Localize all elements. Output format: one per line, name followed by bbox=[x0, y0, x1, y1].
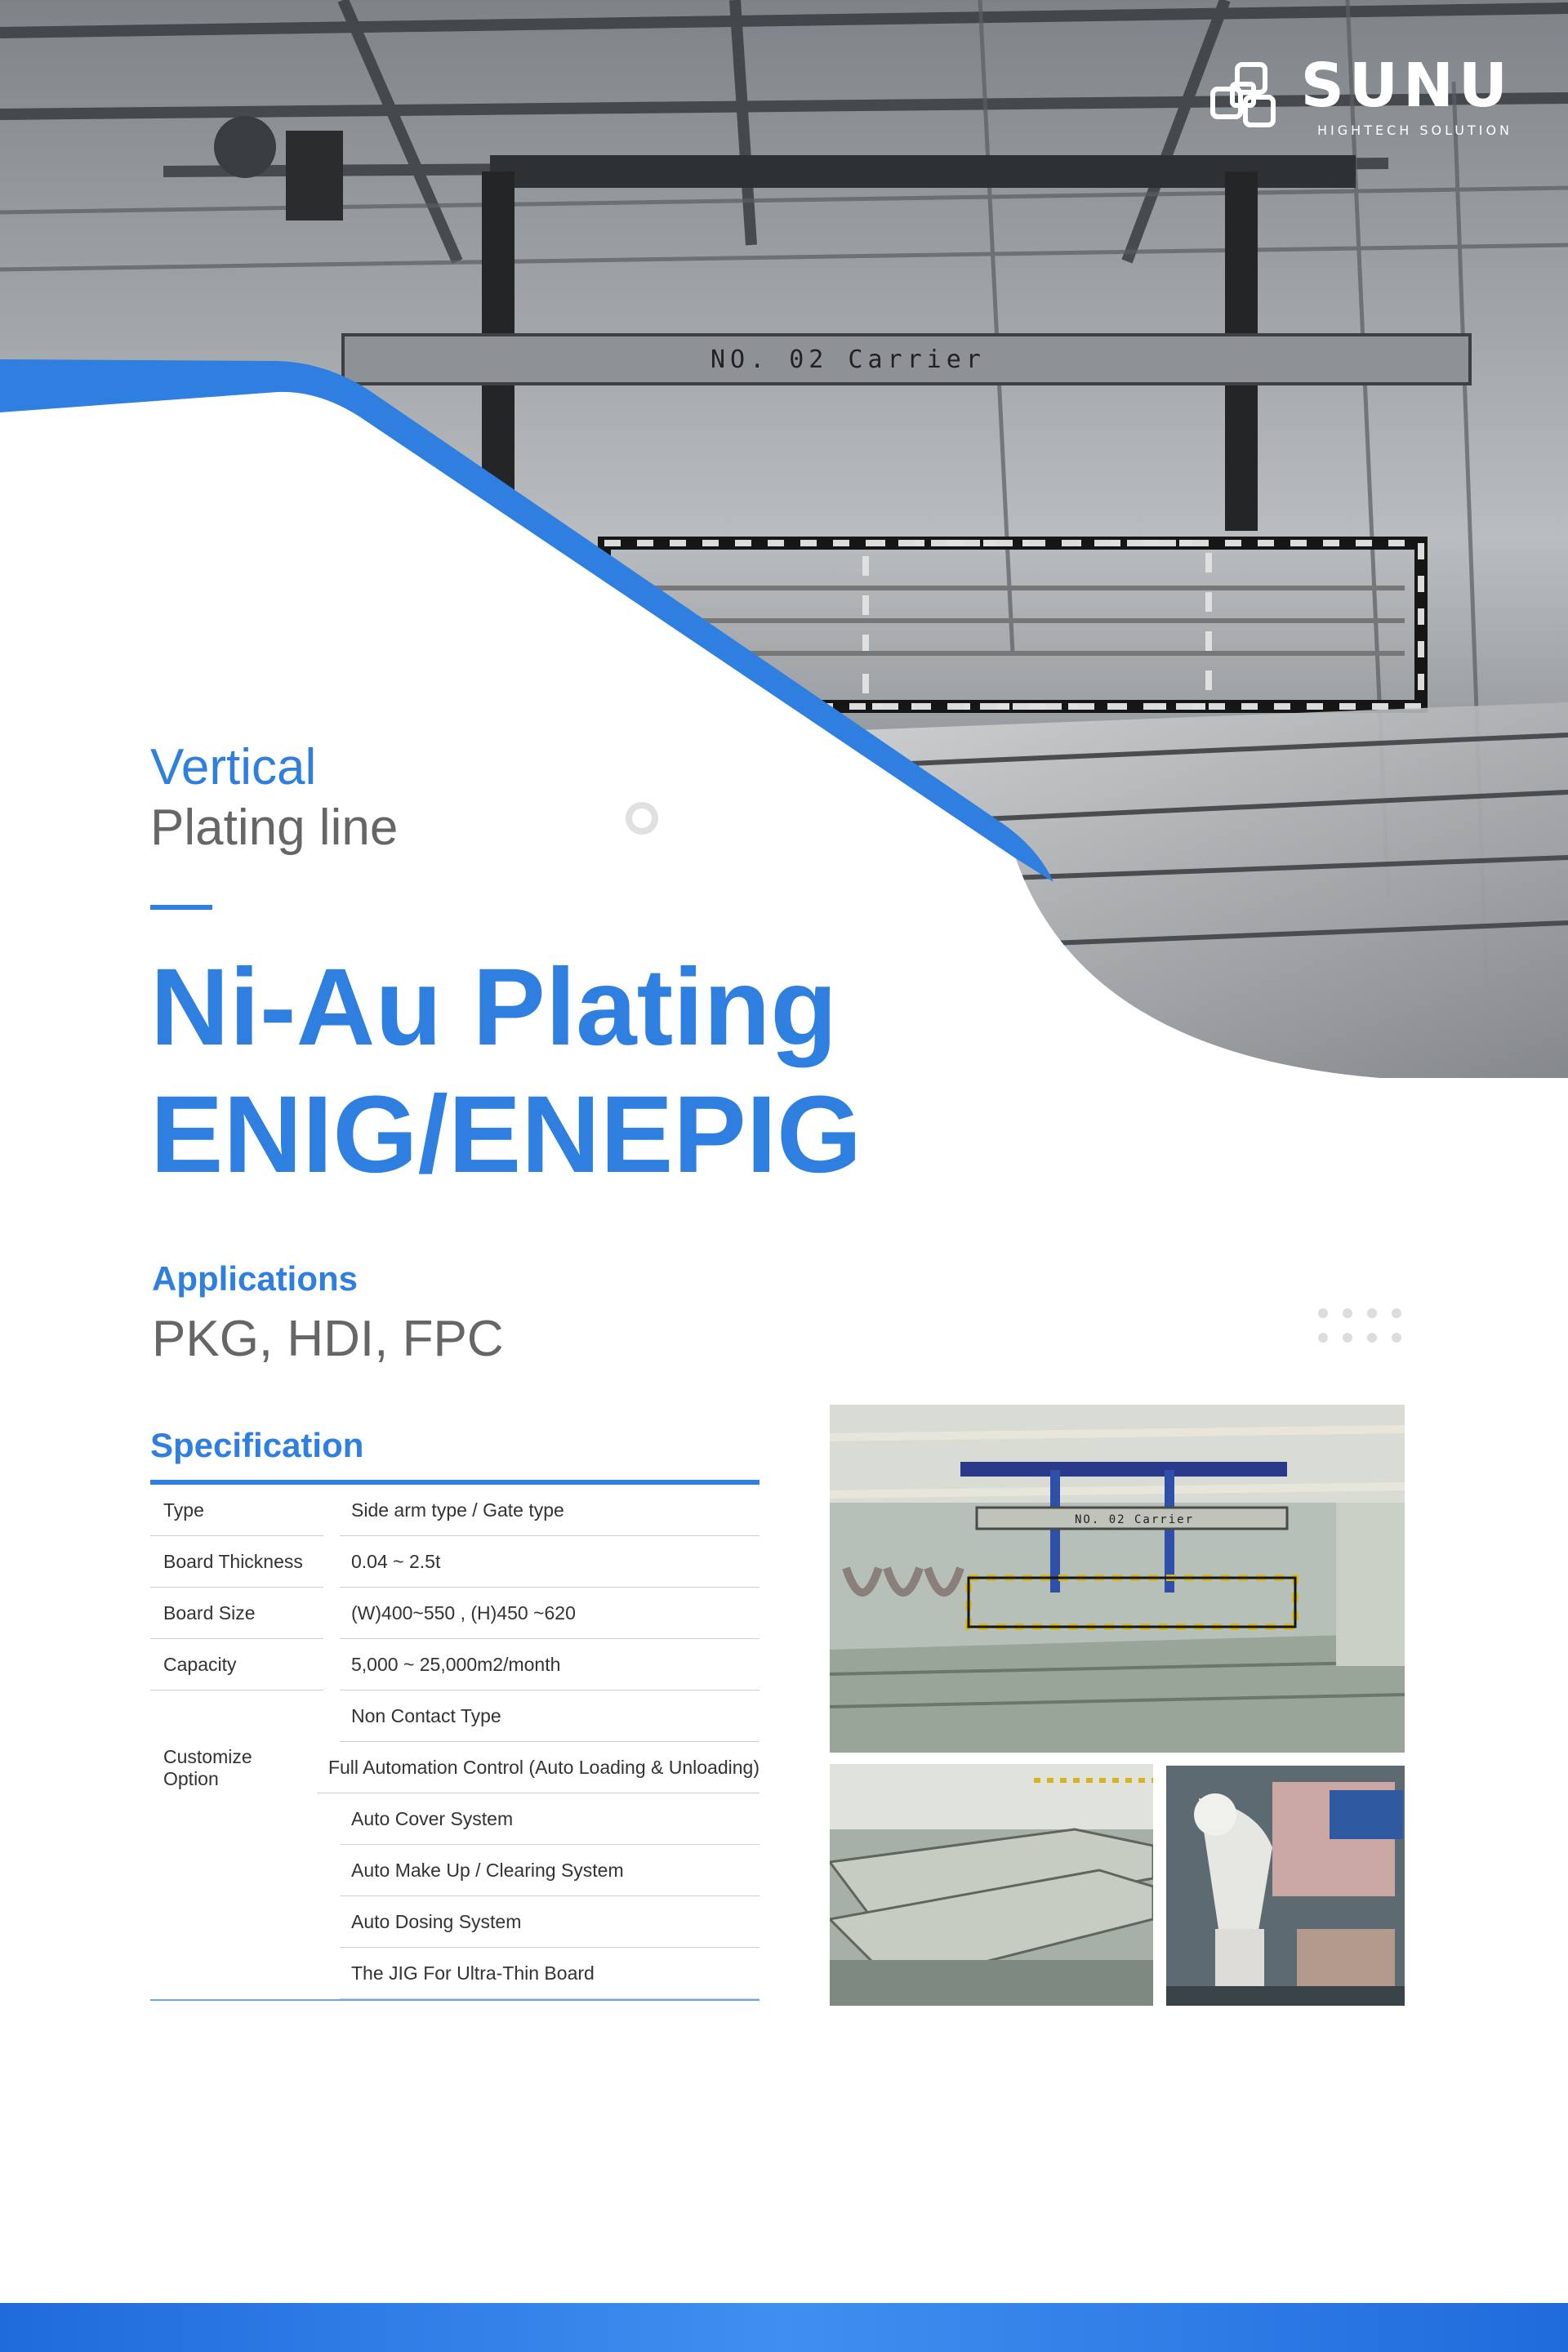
spec-key: Capacity bbox=[150, 1639, 323, 1690]
brand-name: SUNU bbox=[1300, 51, 1512, 121]
decorative-ring bbox=[626, 802, 658, 835]
subtitle-plating-line: Plating line bbox=[150, 800, 399, 856]
table-row bbox=[150, 1896, 760, 1948]
hero-banner bbox=[0, 0, 1568, 1078]
spec-key: Board Thickness bbox=[150, 1536, 323, 1588]
photo-plating-line-carrier bbox=[830, 1405, 1405, 1753]
spec-value: 0.04 ~ 2.5t bbox=[340, 1536, 760, 1588]
page-title bbox=[150, 944, 862, 1199]
spec-value: Full Automation Control (Auto Loading & Unloading) bbox=[317, 1742, 760, 1793]
table-row bbox=[150, 1639, 760, 1690]
table-row bbox=[150, 1536, 760, 1588]
brand-tagline: HIGHTECH SOLUTION bbox=[1317, 122, 1512, 138]
carrier-label-small: NO. 02 Carrier bbox=[1075, 1513, 1195, 1526]
spec-value: Side arm type / Gate type bbox=[340, 1485, 760, 1536]
photo-robot-arm bbox=[1166, 1766, 1405, 2006]
spec-key: Type bbox=[150, 1485, 323, 1536]
spec-value: Auto Make Up / Clearing System bbox=[340, 1845, 760, 1896]
carrier-label: NO. 02 Carrier bbox=[710, 345, 986, 374]
decorative-dot-grid bbox=[1318, 1308, 1401, 1343]
table-row bbox=[150, 1588, 760, 1639]
table-row bbox=[150, 1690, 760, 1742]
hero-photo bbox=[0, 0, 1568, 1078]
spec-key bbox=[150, 1896, 323, 1948]
spec-value: Auto Dosing System bbox=[340, 1896, 760, 1948]
table-row bbox=[150, 1793, 760, 1845]
accent-divider bbox=[150, 905, 212, 910]
spec-value: 5,000 ~ 25,000m2/month bbox=[340, 1639, 760, 1690]
logo-icon bbox=[1208, 60, 1283, 135]
footer-bar bbox=[0, 2303, 1568, 2352]
spec-value: Auto Cover System bbox=[340, 1793, 760, 1845]
spec-key bbox=[150, 1845, 323, 1896]
subtitle-vertical: Vertical bbox=[150, 739, 317, 795]
photo-plating-tanks bbox=[830, 1764, 1153, 2006]
spec-key bbox=[150, 1948, 323, 1999]
applications-label: Applications bbox=[152, 1259, 359, 1298]
spec-value: (W)400~550 , (H)450 ~620 bbox=[340, 1588, 760, 1639]
table-bottom-rule bbox=[150, 1999, 760, 2001]
spec-key bbox=[150, 1793, 323, 1845]
title-line-1: Ni-Au Plating bbox=[150, 947, 838, 1068]
specification-table bbox=[150, 1480, 760, 2001]
spec-value: Non Contact Type bbox=[340, 1690, 760, 1742]
spec-key bbox=[150, 1690, 323, 1742]
specification-title: Specification bbox=[150, 1426, 364, 1464]
table-row bbox=[150, 1485, 760, 1536]
brand-logo bbox=[1208, 51, 1512, 138]
table-row bbox=[150, 1845, 760, 1896]
spec-value: The JIG For Ultra-Thin Board bbox=[340, 1948, 760, 1999]
spec-key: Customize Option bbox=[163, 1745, 252, 1789]
table-row bbox=[150, 1742, 760, 1793]
applications-value: PKG, HDI, FPC bbox=[152, 1311, 504, 1367]
table-row bbox=[150, 1948, 760, 1999]
title-line-2: ENIG/ENEPIG bbox=[150, 1074, 862, 1196]
spec-key: Board Size bbox=[150, 1588, 323, 1639]
